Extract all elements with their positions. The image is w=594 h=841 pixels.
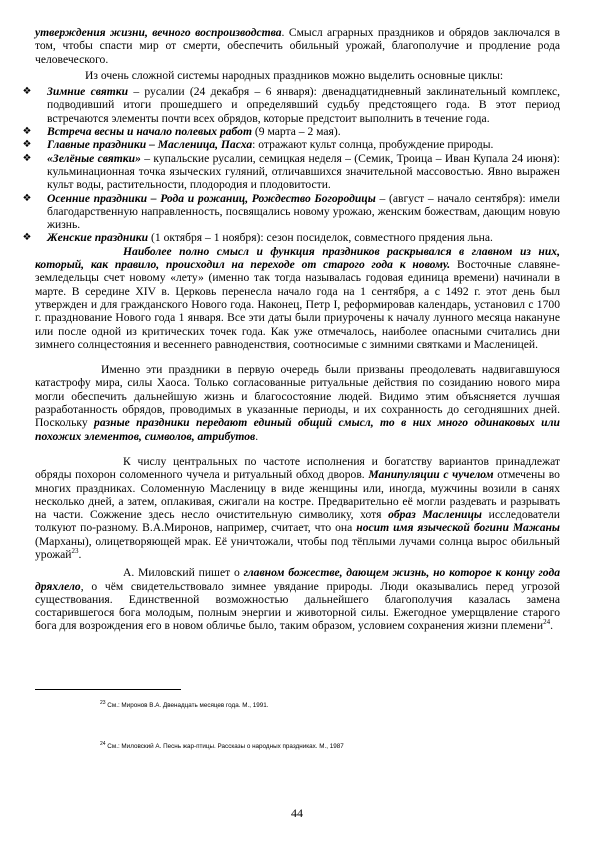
list-item (22, 125, 560, 139)
list-item (22, 191, 560, 232)
emphasis-text: носит имя языческой богини Мажаны (356, 521, 560, 535)
emphasis-text: образ Масленицы (388, 508, 482, 522)
diamond-bullet-icon: ❖ (22, 86, 32, 98)
body-text: исследователи толкуют по-разному. В.А.Миронов, например, считает, что она (35, 508, 560, 535)
list-item-title: «Зелёные святки» (47, 151, 141, 165)
emphasis-text: Наиболее полно смысл и функция праздников раскрывался в главном из них, который, как правило, происходил на переходе от старого года к новому. (35, 244, 560, 272)
footnote-text: См.: Миронов В.А. Двенадцать месяцев года. М., 1991. (105, 702, 269, 709)
body-text: К числу центральных по частоте исполнения и богатству вариантов принадлежат обряды похорон соломенного чучела и ритуальный обход дворов. (35, 454, 560, 482)
list-item-text: – (август – начало сентября): имели благодарственную направленность, посвящались новому урожаю, женским божествам, дающим новую жизнь. (47, 191, 560, 232)
body-text: (Марханы), олицетворяющей мрак. Её уничтожали, чтобы под тёплыми лучами солнца вырос обильный урожай (35, 534, 560, 561)
footnote-divider (35, 689, 181, 690)
list-item-text: (1 октября – 1 ноября): сезон посиделок, совместного прядения льна. (148, 231, 493, 245)
diamond-bullet-icon: ❖ (22, 232, 32, 244)
holiday-cycles-list (22, 85, 560, 245)
footnote-ref[interactable]: 23 (71, 547, 79, 556)
list-item-title: Зимние святки (47, 85, 129, 99)
body-text: отмечены во многих праздниках. Соломенную Масленицу в виде женщины или, иногда, мужчины возили в санях несколько дней, а затем, оплакивая, сжигали на костре. Предварительно её могли раздевать и разрывать на части. Сожжение здесь несло очистительную символику, хотя (35, 468, 560, 522)
diamond-bullet-icon: ❖ (22, 152, 32, 164)
paragraph-new-year (35, 245, 560, 351)
list-item-text: – русалии (24 декабря – 6 января): двенадцатидневный заклинательный комплекс, подводивший итоги прошедшего и определявший судьбу предстоящего года. В этот период встречаются элементы почти всех обрядов, которые предстоит выполнить в течение года. (47, 85, 560, 125)
body-text: Восточные славяне-земледельцы счет новому «лету» (именно так тогда называлась годовая единица времени) начинали в марте. В середине XIV в. Церковь перенесла начало года на 1 сентября, а с 1492 г. этот день был утвержден и для гражданского Нового года. Наконец, Петр I, реформировав календарь, установил с 1700 г. празднование Нового года 1 января. Все эти даты были приурочены к началу лунного месяца накануне или после одной из критических точек года. Как уже отмечалось, наиболее опасными считались дни зимнего солнцестояния и весеннего равноденствия, соотносимые с зимними святками и Масленицей. (35, 258, 560, 351)
paragraph-intro-continuation (35, 26, 560, 66)
footnote-number: 23 (100, 699, 106, 706)
footnote-23 (100, 699, 269, 709)
page-number: 44 (291, 806, 303, 820)
diamond-bullet-icon: ❖ (22, 126, 32, 138)
emphasis-text: разные праздники передают единый общий смысл, то в них много одинаковых или похожих элементов, символов, атрибутов (35, 416, 560, 443)
list-item (22, 151, 560, 192)
page-body (22, 26, 560, 633)
paragraph-effigy (35, 455, 560, 561)
list-item-text: – купальские русалии, семицкая неделя – (Семик, Троица – Иван Купала 24 июня): кульминационная точка языческих гуляний, отличавшихся значительной массовостью. Явно выражен культ воды, растительности, плодородия и плодовитости. (47, 151, 560, 192)
body-text: . (78, 547, 82, 561)
emphasis-text: Манипуляции с чучелом (368, 468, 494, 482)
paragraph-milovsky (35, 566, 560, 632)
paragraph-cycles-intro: Из очень сложной системы народных праздников можно выделить основные циклы: (85, 68, 504, 82)
paragraph-chaos (35, 363, 560, 443)
body-text: А. Миловский пишет о (123, 566, 244, 580)
footnote-text: См.: Миловский А. Песнь жар-птицы. Рассказы о народных праздниках. М., 1987 (105, 743, 344, 750)
footnote-ref[interactable]: 24 (543, 618, 551, 627)
body-text: . (255, 429, 259, 443)
list-item-title: Осенние праздники – Рода и рожаниц, Рождество Богородицы (47, 191, 376, 205)
emphasis-text: главном божестве, дающем жизнь, но которое к концу года дряхлело (35, 566, 560, 593)
list-item-title: Женские праздники (47, 231, 149, 245)
diamond-bullet-icon: ❖ (22, 139, 32, 151)
body-text: . (550, 619, 553, 633)
footnote-number: 24 (100, 740, 106, 747)
list-item-text: (9 марта – 2 мая). (252, 125, 341, 139)
emphasis-text: утверждения жизни, вечного воспроизводства (35, 26, 282, 39)
body-text: . Смысл аграрных праздников и обрядов заключался в том, чтобы спасти мир от смерти, обеспечить обильный урожай, благополучие и продление рода человеческого. (35, 26, 560, 66)
list-item (22, 85, 560, 125)
list-item (22, 138, 560, 152)
diamond-bullet-icon: ❖ (22, 192, 32, 204)
list-item (22, 231, 560, 245)
footnote-24 (100, 740, 344, 750)
body-text: Именно эти праздники в первую очередь были призваны преодолевать надвигавшуюся катастрофу мира, силы Хаоса. Только согласованные ритуальные действия по созиданию нового мира могли обеспечить дальнейшую жизнь и благосостояние людей. Видимо этим объясняется лучшая разработанность обрядов, проводимых в указанные периоды, и их сохранность до сегодняшних дней. Поскольку (35, 363, 560, 430)
list-item-title: Встреча весны и начало полевых работ (47, 125, 252, 139)
list-item-text: : отражают культ солнца, пробуждение природы. (252, 138, 494, 152)
list-item-title: Главные праздники – Масленица, Пасха (47, 138, 253, 152)
body-text: , о чём свидетельствовало зимнее увядание природы. Люди оказывались перед угрозой существования. Единственной возможностью дальнейшего благополучия казалась замена состарившегося бога молодым, полным энергии и животорной силы. Ежегодное умерщвление старого бога для возрождения его в новом обличье было, таким образом, условием сохранения жизни племени (35, 579, 560, 633)
